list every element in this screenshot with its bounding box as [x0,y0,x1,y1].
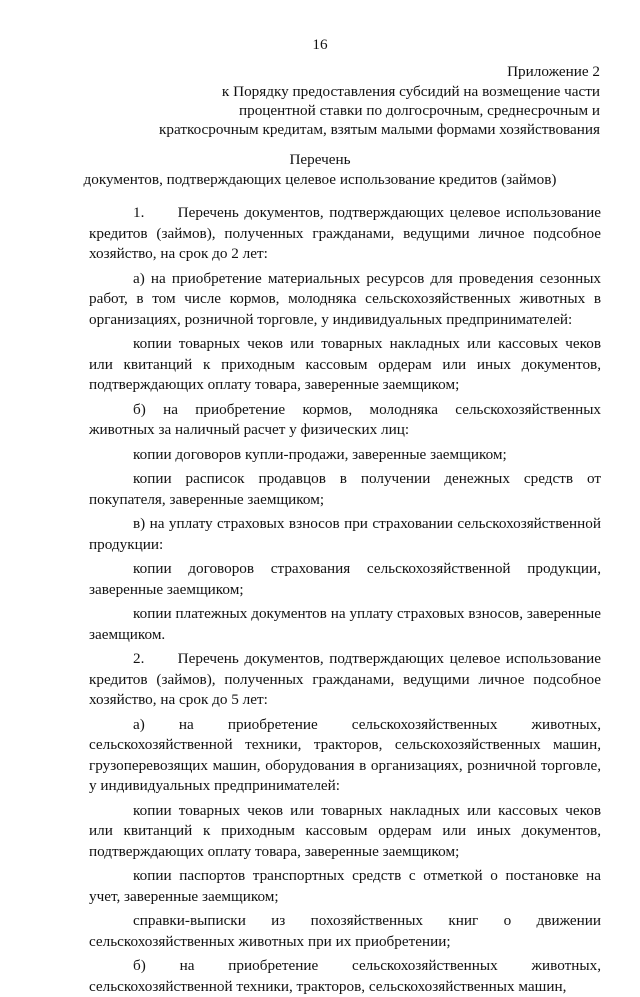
appendix-label: Приложение 2 [507,63,600,80]
document-subtitle: документов, подтверждающих целевое использование кредитов (займов) [83,171,557,188]
document-title: Перечень [289,151,351,168]
paragraph: а) на приобретение материальных ресурсов для проведения сезонных работ, в том числе кормов, молодняка сельскохозяйственных животных в организациях, розничной торговле, у индивидуальных предпринимателей: [89,269,601,328]
paragraph: б) на приобретение кормов, молодняка сельскохозяйственных животных за наличный расчет у физических лиц: [89,400,601,438]
page-number: 16 [312,36,328,53]
paragraph: копии товарных чеков или товарных накладных или кассовых чеков или квитанций к приходным кассовым ордерам или иных документов, подтверждающих оплату товара, заверенные заемщиком; [89,335,601,393]
paragraph: копии договоров страхования сельскохозяйственной продукции, заверенные заемщиком; [89,560,601,598]
paragraph: копии платежных документов на уплату страховых взносов, заверенные заемщиком. [89,605,601,643]
paragraph: копии товарных чеков или товарных накладных или кассовых чеков или квитанций к приходным кассовым ордерам или иных документов, подтверждающих оплату товара, заверенные заемщиком; [89,801,601,860]
appendix-line: к Порядку предоставления субсидий на возмещение части [221,83,600,100]
paragraph: 1. Перечень документов, подтверждающих целевое использование кредитов (займов), полученных гражданами, ведущими личное подсобное хозяйство, на срок до 2 лет: [89,204,601,262]
paragraph: а) на приобретение сельскохозяйственных животных, сельскохозяйственной техники, тракторов, сельскохозяйственных машин, грузоперевозящих машин, оборудования в организациях, розничной торговле, у индивидуальных предпринимателей: [89,715,601,794]
paragraph: 2. Перечень документов, подтверждающих целевое использование кредитов (займов), полученных гражданами, ведущими личное подсобное хозяйство, на срок до 5 лет: [89,650,601,708]
paragraph: копии паспортов транспортных средств с отметкой о постановке на учет, заверенные заемщиком; [89,867,601,905]
appendix-line: процентной ставки по долгосрочным, среднесрочным и [238,102,600,119]
paragraph: копии расписок продавцов в получении денежных средств от покупателя, заверенные заемщиком; [89,470,601,508]
appendix-line: краткосрочным кредитам, взятым малыми формами хозяйствования [159,121,600,138]
paragraph: в) на уплату страховых взносов при страховании сельскохозяйственной продукции: [89,515,601,553]
document-body [89,203,601,997]
paragraph: б) на приобретение сельскохозяйственных животных, сельскохозяйственной техники, тракторов, сельскохозяйственных машин, [89,957,601,995]
paragraph: справки-выписки из похозяйственных книг о движении сельскохозяйственных животных при их приобретении; [89,912,601,950]
paragraph: копии договоров купли-продажи, заверенные заемщиком; [133,445,507,463]
